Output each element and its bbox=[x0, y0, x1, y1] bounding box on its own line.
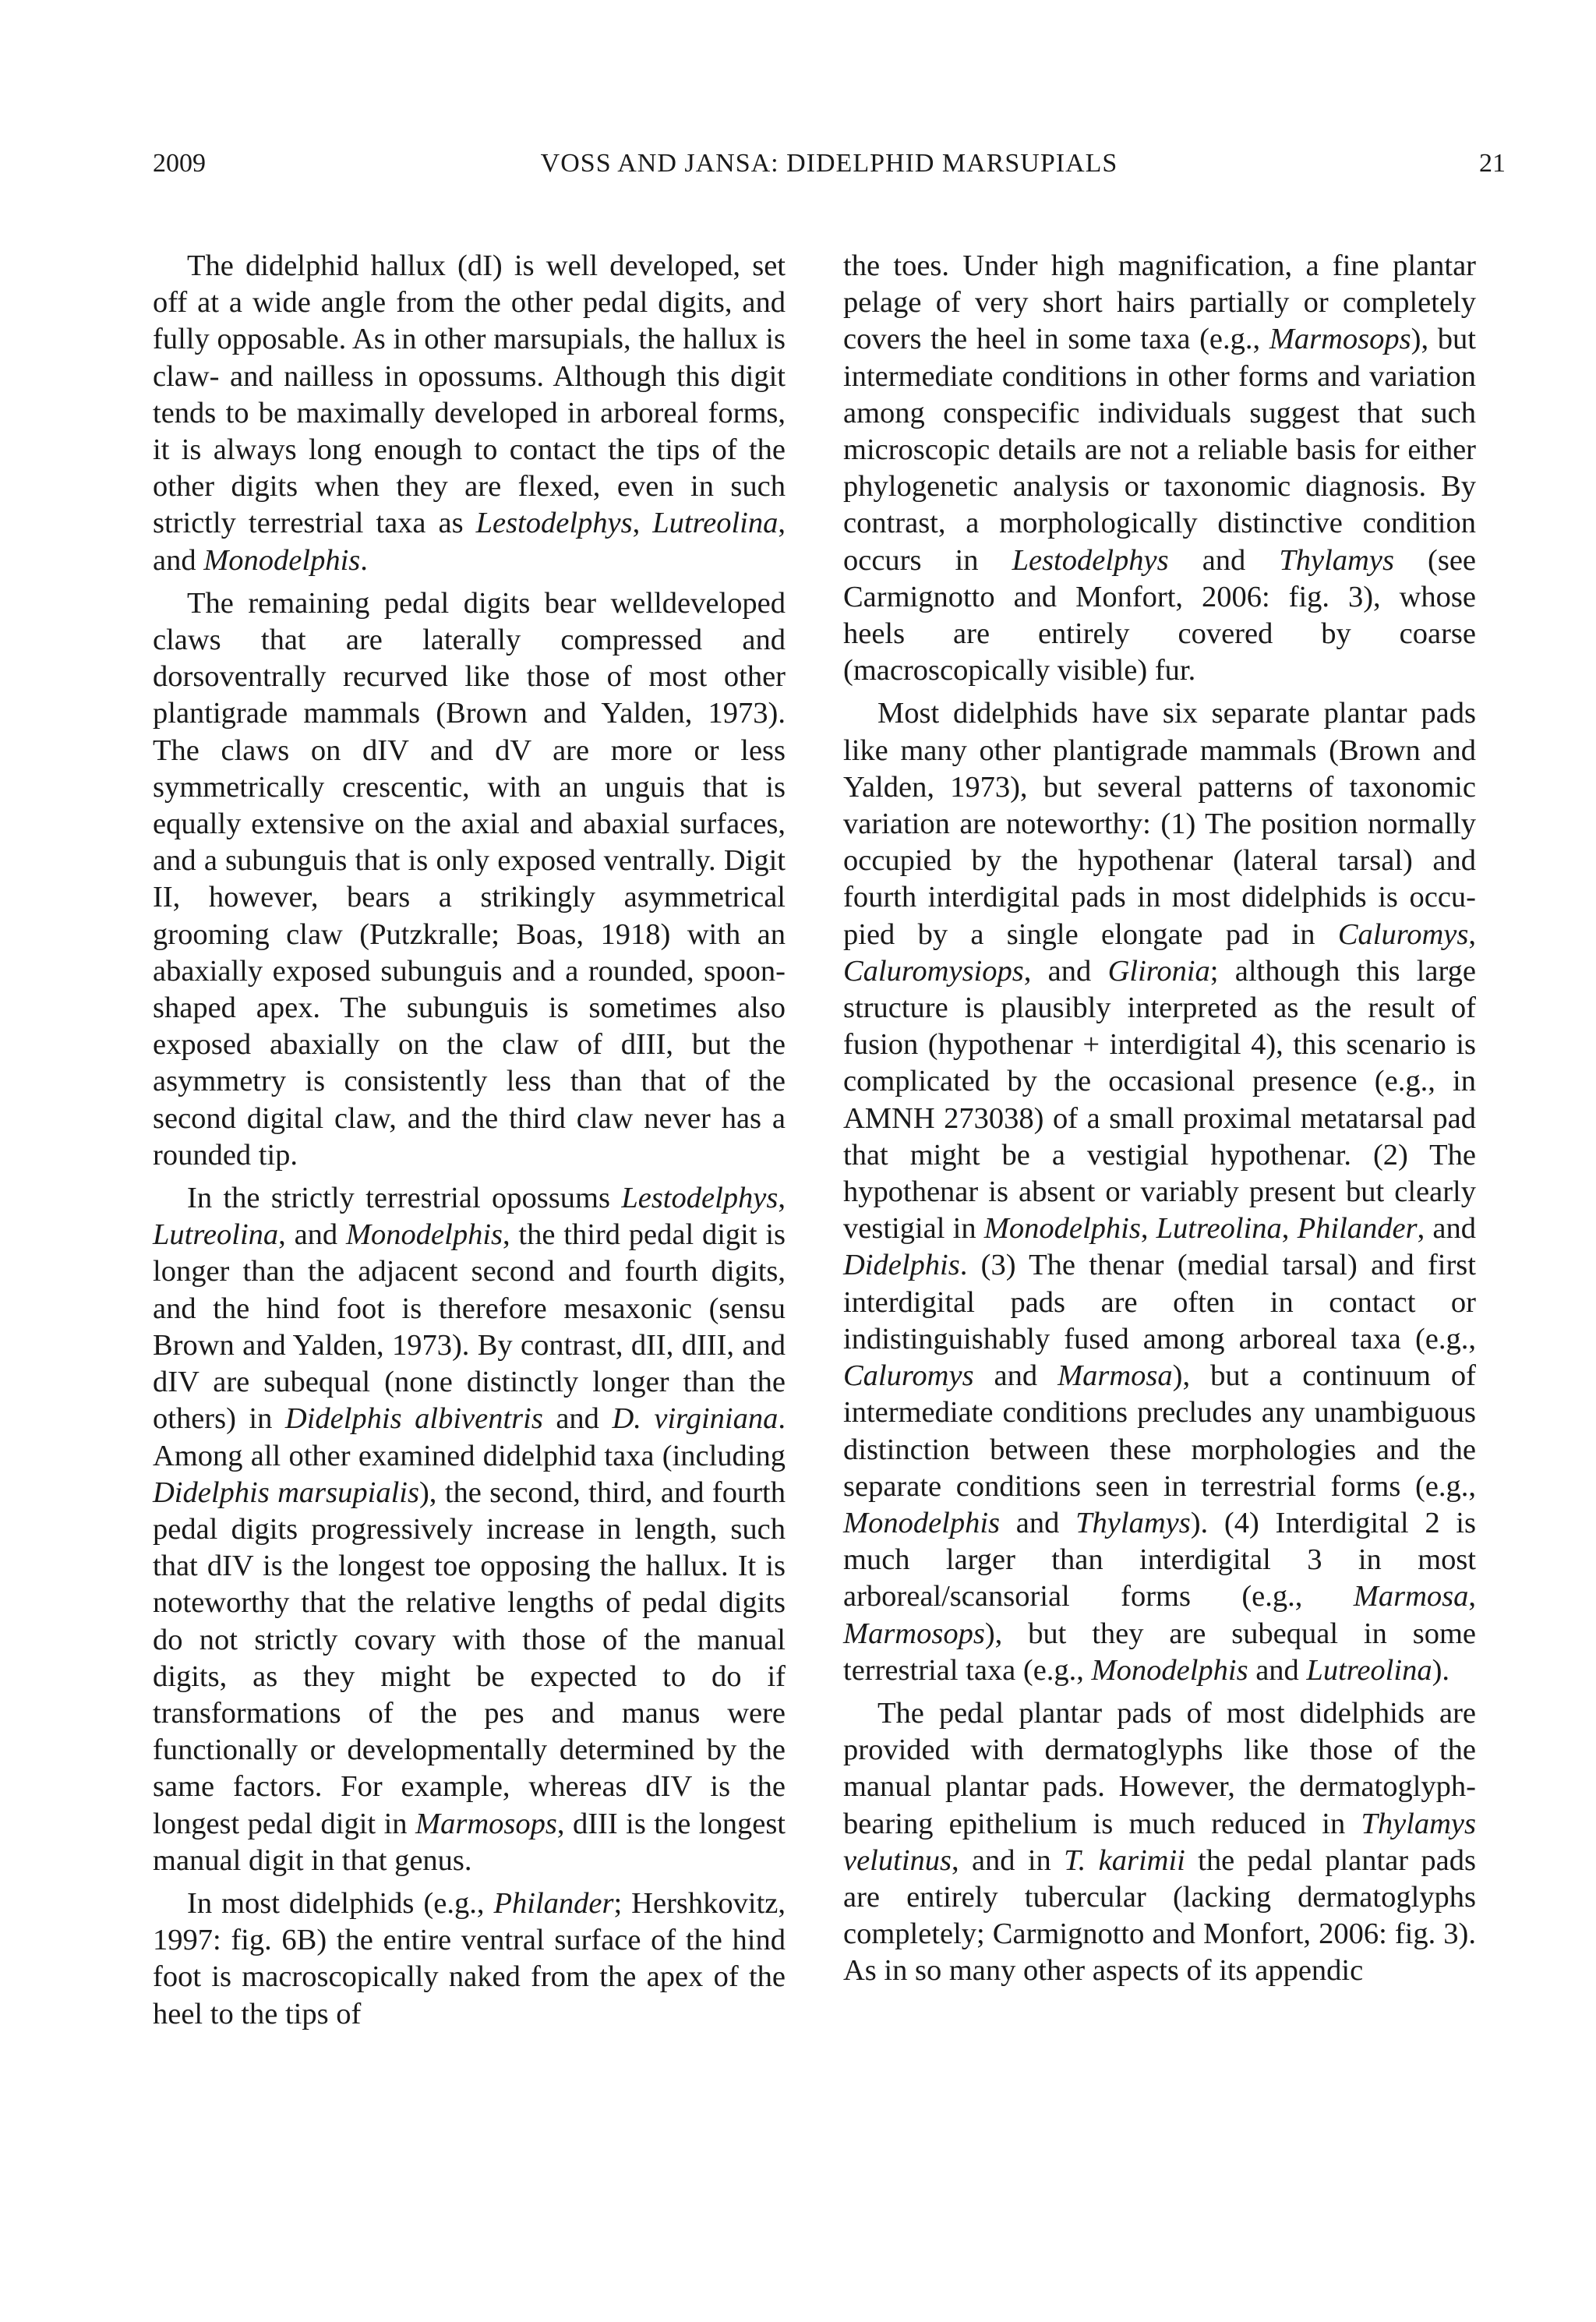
text-run: , the third pedal digit is longer than the adjacent second and fourth digits, and the hind foot is therefore mesaxonic (sensu Brown and Yalden, 1973). By contrast, dII, dIII, and dIV are subequal (none distinctly longer than the others) in bbox=[153, 1218, 786, 1436]
text-run: , bbox=[632, 507, 653, 540]
text-run: , bbox=[1468, 917, 1476, 951]
italic-text-run: Monodelphis bbox=[345, 1218, 503, 1252]
text-run: ), but they are subequal in some terrestrial taxa (e.g., bbox=[843, 1617, 1476, 1687]
italic-text-run: D. virginiana bbox=[612, 1402, 779, 1436]
text-run: , and bbox=[153, 507, 786, 577]
text-run: , bbox=[1468, 1580, 1476, 1613]
text-run: The remaining pedal digits bear welldeveloped claws that are laterally compressed and dorsoventrally recurved like those of most other plantigrade mammals (Brown and Yalden, 1973). The claws on dIV and dV are more or less symmetrically crescentic, with an unguis that is equally extensive on the axial and abaxial surfaces, and a subunguis that is only exposed ventrally. Digit II, however, bears a strikingly asymmetrical grooming claw (Putzkralle; Boas, 1918) with an abaxially exposed subunguis and a rounded, spoon-shaped apex. The subunguis is sometimes also exposed abaxially on the claw of dIII, but the asymmetry is consistently less than that of the second digital claw, and the third claw never has a rounded tip. bbox=[153, 586, 786, 1172]
italic-text-run: Thylamys bbox=[1075, 1506, 1191, 1539]
header-year: 2009 bbox=[153, 149, 206, 178]
italic-text-run: Monodelphis bbox=[203, 543, 361, 577]
text-run: . bbox=[360, 543, 368, 577]
text-run: ), the second, third, and fourth pedal digits progressively increase in length, such that dIV is the longest toe opposing the hallux. It is noteworthy that the relative lengths of pedal digits do not strictly covary with those of the manual digits, as they might be expected to do if transformations of the pes and manus were functionally or developmentally determined by the same factors. For example, whereas dIV is the longest pedal digit in bbox=[153, 1476, 786, 1840]
text-run: In most didelphids (e.g., bbox=[187, 1886, 494, 1920]
left-column bbox=[153, 248, 786, 2033]
italic-text-run: Didelphis bbox=[843, 1249, 960, 1282]
italic-text-run: Monodelphis bbox=[1091, 1653, 1248, 1687]
italic-text-run: Marmosops bbox=[1269, 323, 1411, 356]
text-run: and bbox=[542, 1402, 613, 1436]
text-run: and bbox=[1248, 1653, 1307, 1687]
text-run: ). bbox=[1432, 1653, 1450, 1687]
paragraph-digit-lengths bbox=[153, 1180, 786, 1879]
italic-text-run: Lutreolina bbox=[652, 507, 779, 540]
header-title: VOSS AND JANSA: DIDELPHID MARSUPIALS bbox=[540, 149, 1118, 178]
italic-text-run: Lutreolina bbox=[153, 1218, 279, 1252]
text-run: ), but intermediate conditions in other forms and variation among conspecific individuals suggest that such microscopic details are not a reliable basis for either phylogenetic analysis or taxonomic diagnosis. By contrast, a morphologically distinctive condition occurs in bbox=[843, 323, 1476, 577]
text-run: , and bbox=[278, 1218, 346, 1252]
text-run: the pedal plantar pads are entirely tubercular (lacking dermatoglyphs completely; Carmignotto and Monfort, 2006: fig. 3). As in so many other aspects of its appendic bbox=[843, 1843, 1476, 1988]
italic-text-run: Didelphis albiventris bbox=[284, 1402, 543, 1436]
right-column bbox=[843, 248, 1476, 1990]
paragraph-dermatoglyphs bbox=[843, 1695, 1476, 1990]
italic-text-run: Philander bbox=[1297, 1212, 1418, 1246]
text-run: The pedal plantar pads of most didelphids are provided with dermatoglyphs like those of the manual plantar pads. However, the dermatoglyph-bearing epithelium is much reduced in bbox=[843, 1696, 1476, 1840]
paragraph-ventral-surface bbox=[153, 1886, 786, 2033]
italic-text-run: Marmosa bbox=[1058, 1359, 1173, 1393]
text-run: , and bbox=[1023, 954, 1108, 988]
paragraph-plantar-pads bbox=[843, 695, 1476, 1688]
italic-text-run: Philander bbox=[493, 1886, 614, 1920]
text-run: , dIII is the longest manual digit in that genus. bbox=[153, 1807, 786, 1877]
italic-text-run: Glironia bbox=[1107, 954, 1210, 988]
italic-text-run: Monodelphis bbox=[843, 1506, 1001, 1539]
italic-text-run: Caluromys bbox=[1337, 917, 1469, 951]
italic-text-run: Lutreolina bbox=[1306, 1653, 1432, 1687]
italic-text-run: Lestodelphys bbox=[621, 1182, 779, 1215]
page-number: 21 bbox=[1479, 149, 1506, 178]
italic-text-run: Marmosa bbox=[1353, 1580, 1469, 1613]
italic-text-run: Thylamys bbox=[1279, 543, 1394, 577]
paragraph-hallux bbox=[153, 248, 786, 579]
text-run: ; Hershkovitz, 1997: fig. 6B) the entire ventral surface of the hind foot is macroscopically naked from the apex of the heel to the tips of bbox=[153, 1886, 786, 2030]
text-run: , bbox=[1140, 1212, 1156, 1246]
text-run: , and bbox=[1417, 1212, 1476, 1246]
italic-text-run: Marmosops bbox=[843, 1617, 985, 1650]
text-run: and bbox=[1168, 543, 1280, 577]
italic-text-run: Lestodelphys bbox=[1012, 543, 1169, 577]
text-run: and bbox=[1000, 1506, 1076, 1539]
text-run: , bbox=[1281, 1212, 1298, 1246]
text-run: , and in bbox=[952, 1843, 1065, 1877]
text-run: In the strictly terrestrial opossums bbox=[187, 1182, 622, 1215]
text-run: ). (4) Interdigital 2 is much larger than interdigital 3 in most arboreal/scansorial forms (e.g., bbox=[843, 1506, 1476, 1613]
text-run: ; although this large structure is plausibly interpreted as the result of fusion (hypothenar + interdigital 4), this scenario is complicated by the occasional presence (e.g., in AMNH 273038) of a small proximal metatarsal pad that might be a vestigial hypothenar. (2) The hypothenar is absent or variably present but clearly vestigial in bbox=[843, 954, 1476, 1246]
italic-text-run: Monodelphis bbox=[983, 1212, 1141, 1246]
paragraph-pedal-claws bbox=[153, 585, 786, 1174]
italic-text-run: Lutreolina bbox=[1156, 1212, 1282, 1246]
italic-text-run: Thylamys velutinus bbox=[843, 1807, 1476, 1877]
text-run: the toes. Under high magnification, a fine plantar pelage of very short hairs partially or completely covers the heel in some taxa (e.g., bbox=[843, 249, 1476, 356]
text-run: (see Carmignotto and Monfort, 2006: fig. 3), whose heels are entirely covered by coarse (macroscopically visible) fur. bbox=[843, 543, 1476, 687]
text-run: and bbox=[973, 1359, 1058, 1393]
italic-text-run: Didelphis marsupialis bbox=[153, 1476, 419, 1509]
text-run: , bbox=[778, 1182, 786, 1215]
running-head bbox=[153, 147, 1506, 181]
italic-text-run: Lestodelphys bbox=[475, 507, 633, 540]
italic-text-run: T. karimii bbox=[1064, 1843, 1185, 1877]
text-run: The didelphid hallux (dI) is well developed, set off at a wide angle from the other pedal digits, and fully opposable. As in other marsupials, the hallux is claw- and nailless in opossums. Although this digit tends to be maximally developed in arboreal forms, it is always long enough to contact the tips of the other digits when they are flexed, even in such strictly terrestrial taxa as bbox=[153, 249, 786, 540]
italic-text-run: Caluromys bbox=[843, 1359, 974, 1393]
text-run: . (3) The thenar (medial tarsal) and first interdigital pads are often in contact or indistinguishably fused among arboreal taxa (e.g., bbox=[843, 1249, 1476, 1355]
italic-text-run: Caluromysiops bbox=[843, 954, 1024, 988]
text-run: Most didelphids have six separate plantar pads like many other plantigrade mammals (Brown and Yalden, 1973), but several patterns of taxonomic variation are noteworthy: (1) The position normally occupied by the hypothenar (lateral tarsal) and fourth interdigital pads in most didelphids is occupied by a single elongate pad in bbox=[843, 697, 1476, 951]
italic-text-run: Marmosops bbox=[415, 1807, 557, 1840]
text-run: ), but a continuum of intermediate conditions precludes any unambiguous distinction between these morphologies and the separate conditions seen in terrestrial forms (e.g., bbox=[843, 1359, 1476, 1503]
paragraph-heel-pelage bbox=[843, 248, 1476, 689]
text-run: . Among all other examined didelphid taxa (including bbox=[153, 1402, 786, 1472]
